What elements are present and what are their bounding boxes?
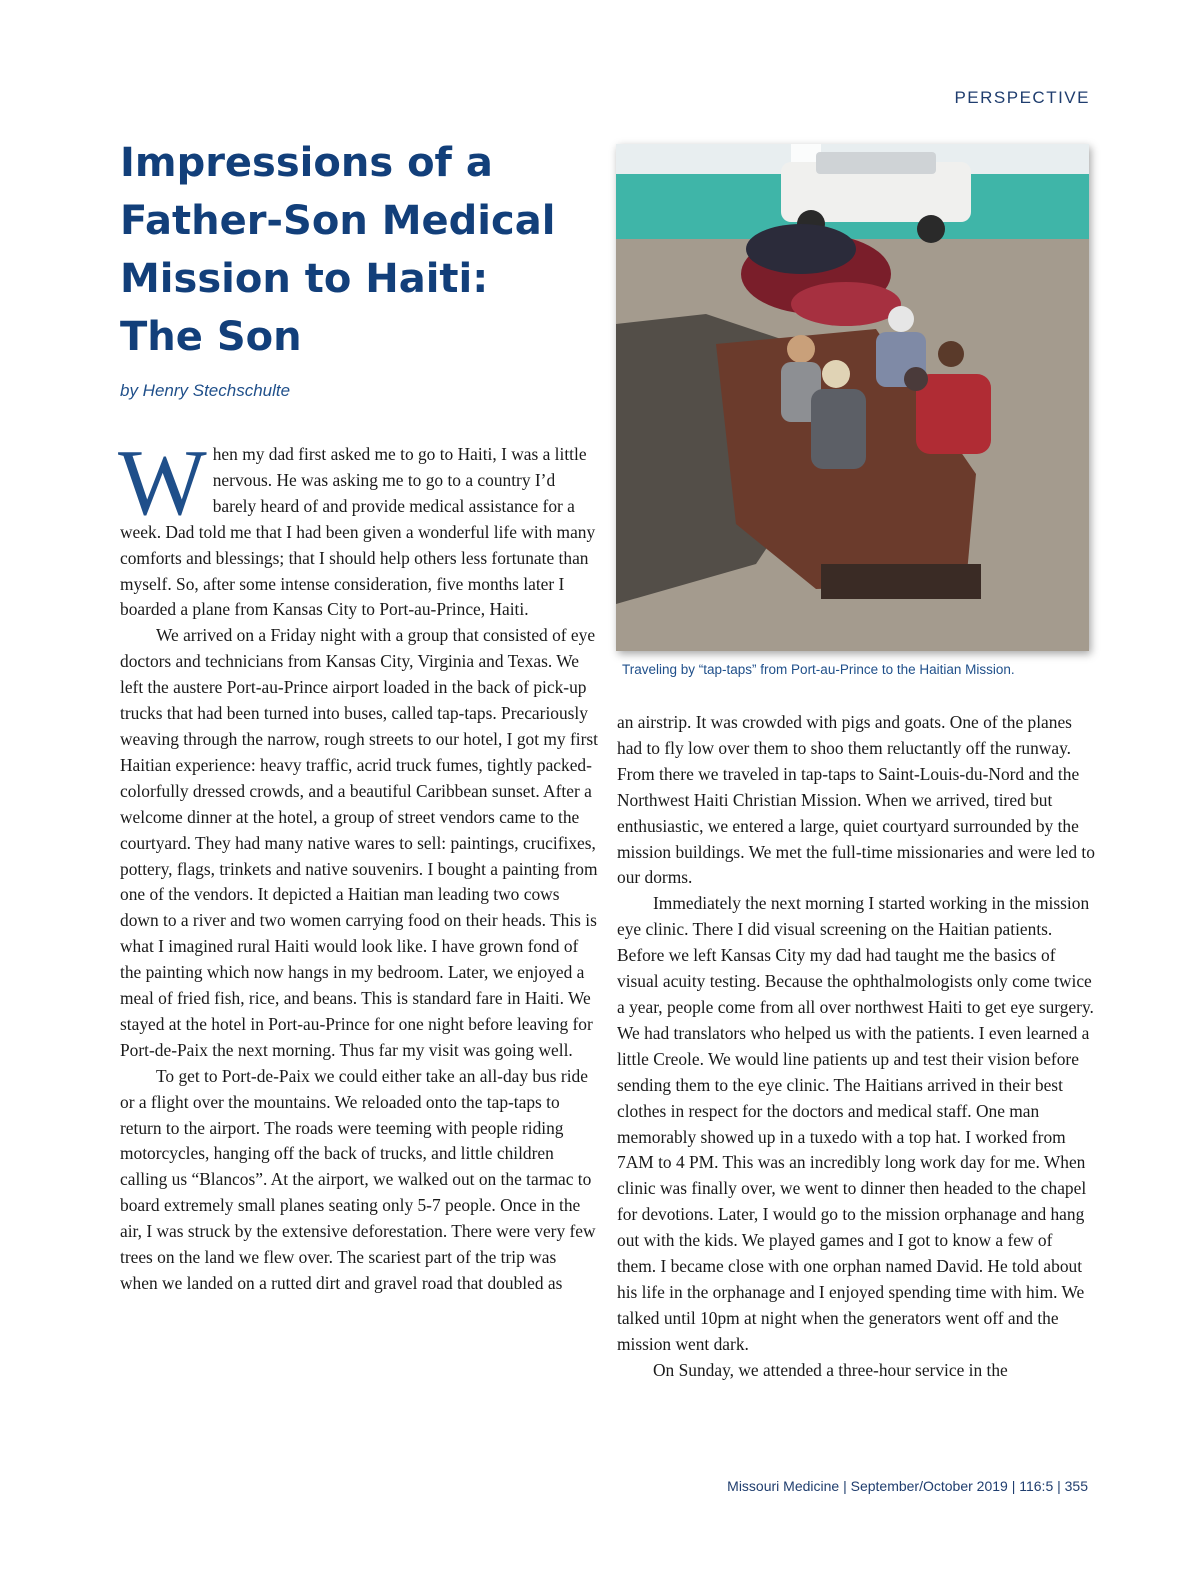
section-label: PERSPECTIVE [954, 88, 1090, 107]
photo-caption: Traveling by “tap-taps” from Port-au-Prince to the Haitian Mission. [622, 662, 1015, 677]
title-line: The Son [120, 314, 302, 360]
paragraph [118, 431, 598, 623]
right-column [617, 710, 1095, 1384]
paragraph: To get to Port-de-Paix we could either take an all-day bus ride or a flight over the mountains. We reloaded onto the tap-taps to return to the airport. The roads were teeming with people riding motorcycles, hanging off the back of trucks, and little children calling us “Blancos”. At the airport, we walked out on the tarmac to board extremely small planes seating only 5-7 people. Once in the air, I was struck by the extensive deforestation. There were very few trees on the land we flew over. The scariest part of the trip was when we landed on a rutted dirt and gravel road that doubled as [120, 1065, 596, 1293]
paragraph: On Sunday, we attended a three-hour service in the [653, 1359, 1008, 1380]
paragraph: We arrived on a Friday night with a group that consisted of eye doctors and technicians from Kansas City, Virginia and Texas. We left the austere Port-au-Prince airport loaded in the back of pick-up trucks that had been turned into buses, called tap-taps. Precariously weaving through the narrow, rough streets to our hotel, I got my first Haitian experience: heavy traffic, acrid truck fumes, tightly packed-colorfully dressed crowds, and a beautiful Caribbean sunset. After a welcome dinner at the hotel, a group of street vendors came to the courtyard. They had many native wares to sell: paintings, crucifixes, pottery, flags, trinkets and native souvenirs. I bought a painting from one of the vendors. It depicted a Haitian man leading two cows down to a river and two women carrying food on their heads. This is what I imagined rural Haiti would look like. I have grown fond of the painting which now hangs in my bedroom. Later, we enjoyed a meal of fried fish, rice, and beans. This is standard fare in Haiti. We stayed at the hotel in Port-au-Prince for one night before leaving for Port-de-Paix the next morning. Thus far my visit was going well. [120, 625, 598, 1060]
paragraph: an airstrip. It was crowded with pigs and goats. One of the planes had to fly low over them to shoo them reluctantly off the runway. From there we traveled in tap-taps to Saint-Louis-du-Nord and the Northwest Haiti Christian Mission. When we arrived, tired but enthusiastic, we entered a large, quiet courtyard surrounded by the mission buildings. We met the full-time missionaries and were led to our dorms. [617, 712, 1095, 888]
article-title [120, 134, 590, 366]
title-line: Father-Son Medical [120, 198, 556, 244]
left-column [118, 431, 598, 1297]
byline: by Henry Stechschulte [120, 381, 291, 400]
paragraph-text: hen my dad first asked me to go to Haiti, I was a little nervous. He was asking me to go to a country I’d barely heard of and provide medical assistance for a week. Dad told me that I had been given a wonderful life with many comforts and blessings; that I should help others less fortunate than myself. So, after some intense consideration, five months later I boarded a plane from Kansas City to Port-au-Prince, Haiti. [120, 444, 596, 620]
photo-illustration [616, 144, 1089, 651]
article-photo [616, 144, 1089, 651]
title-line: Mission to Haiti: [120, 256, 489, 302]
page-footer: Missouri Medicine | September/October 2019 | 116:5 | 355 [727, 1478, 1088, 1494]
title-line: Impressions of a [120, 140, 493, 186]
drop-cap: W [118, 431, 207, 535]
paragraph: Immediately the next morning I started working in the mission eye clinic. There I did visual screening on the Haitian patients. Before we left Kansas City my dad had taught me the basics of visual acuity testing. Because the ophthalmologists only come twice a year, people come from all over northwest Haiti to get eye surgery. We had translators who helped us with the patients. I even learned a little Creole. We would line patients up and test their vision before sending them to the eye clinic. The Haitians arrived in their best clothes in respect for the doctors and medical staff. One man memorably showed up in a tuxedo with a top hat. I worked from 7AM to 4 PM. This was an incredibly long work day for me. When clinic was finally over, we went to dinner then headed to the chapel for devotions. Later, I would go to the mission orphanage and hang out with the kids. We played games and I got to know a few of them. I became close with one orphan named David. He told about his life in the orphanage and I enjoyed spending time with him. We talked until 10pm at night when the generators went off and the mission went dark. [617, 893, 1094, 1354]
